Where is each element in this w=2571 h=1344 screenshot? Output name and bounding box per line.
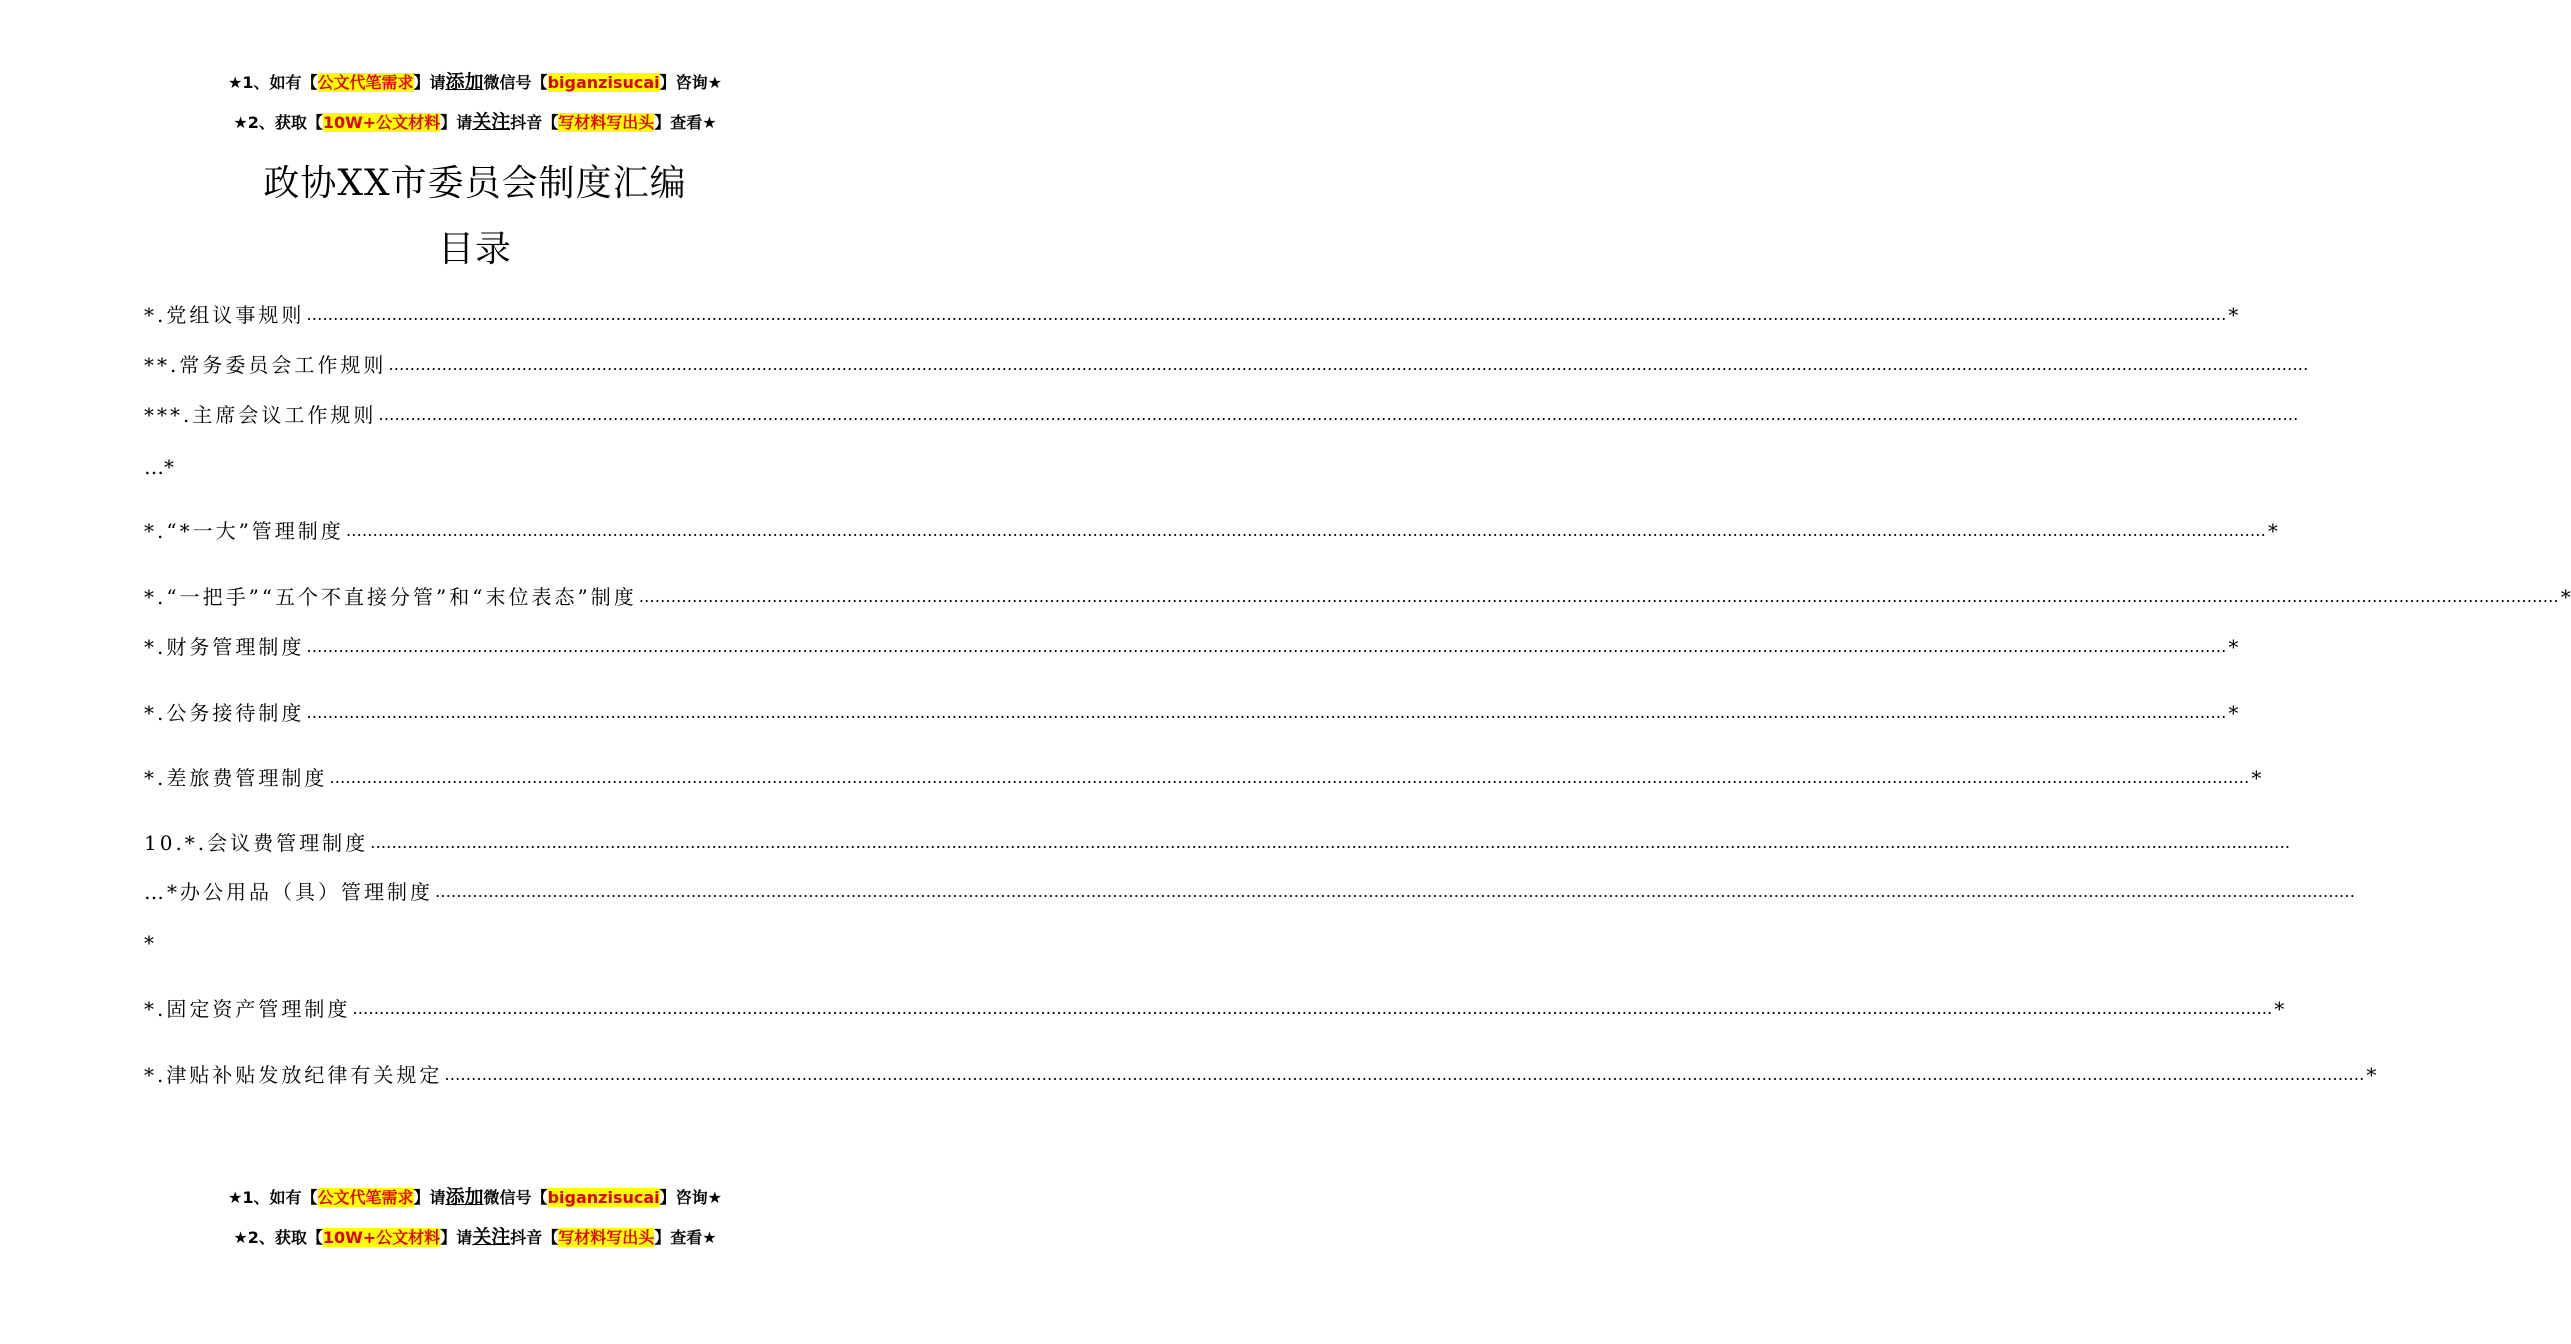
toc-entry xyxy=(144,1058,2377,1092)
toc-page-marker: * xyxy=(2274,997,2285,1021)
banner-text: 微信号【 xyxy=(483,73,548,92)
banner-text: 】咨询★ xyxy=(659,1188,722,1207)
toc-leader-dots: ……………………………………………………………………………………………………………………………………………………………………………………………………………………………………………………………………………………………………………………………… xyxy=(306,305,2227,324)
toc-entry-label: **.常务委员会工作规则 xyxy=(144,353,387,377)
toc-entry xyxy=(144,398,2299,432)
toc-entry xyxy=(144,580,2571,614)
banner-emphasis: 关注 xyxy=(472,111,511,133)
banner-text: ★1、如有【 xyxy=(228,1188,318,1207)
toc-entry-label: *.党组议事规则 xyxy=(144,303,305,327)
banner-emphasis: 添加 xyxy=(445,1186,484,1208)
toc-leader-dots: ……………………………………………………………………………………………………………………………………………………………………………………………………………………………………………………………………………………………………………………………… xyxy=(388,355,2309,374)
toc-leader-dots: ……………………………………………………………………………………………………………………………………………………………………………………………………………………………………………………………………………………………………………………………… xyxy=(345,521,2266,540)
banner-text: 抖音【 xyxy=(510,1228,559,1247)
toc-leader-dots: ……………………………………………………………………………………………………………………………………………………………………………………………………………………………………………………………………………………………………………………………… xyxy=(370,833,2291,852)
banner-text: 】查看★ xyxy=(654,1228,717,1247)
banner-text: 】咨询★ xyxy=(659,73,722,92)
toc-page-marker: * xyxy=(2228,635,2239,659)
toc-leader-dots: ……………………………………………………………………………………………………………………………………………………………………………………………………………………………………………………………………………………………………………………………… xyxy=(435,882,2355,901)
banner-highlight: 10W+公文材料 xyxy=(322,113,441,132)
banner-highlight: 公文代笔需求 xyxy=(317,1188,414,1207)
page-subtitle: 目录 xyxy=(437,229,512,270)
toc-entry-label: ***.主席会议工作规则 xyxy=(144,403,377,427)
banner-text: 】请 xyxy=(440,1228,473,1247)
banner-highlight: 10W+公文材料 xyxy=(322,1228,441,1247)
toc-entry-label: *.“*一大”管理制度 xyxy=(144,519,344,543)
banner-emphasis: 关注 xyxy=(472,1226,511,1248)
toc-entry-label: *.津贴补贴发放纪律有关规定 xyxy=(144,1063,443,1087)
banner-highlight: biganzisucai xyxy=(547,1188,660,1207)
toc-page-marker: * xyxy=(2560,585,2571,609)
banner-top-line-1 xyxy=(0,71,950,94)
toc-leader-dots: ……………………………………………………………………………………………………………………………………………………………………………………………………………………………………………………………………………………………………………………………… xyxy=(378,405,2299,424)
banner-text: 抖音【 xyxy=(510,113,559,132)
banner-bottom-line-2 xyxy=(0,1226,950,1249)
banner-text: 】请 xyxy=(413,1188,446,1207)
toc-page-marker: * xyxy=(2251,766,2262,790)
page-title: 政协XX市委员会制度汇编 xyxy=(263,163,687,204)
banner-text: 】请 xyxy=(413,73,446,92)
toc-leader-dots: ……………………………………………………………………………………………………………………………………………………………………………………………………………………………………………………………………………………………………………………………… xyxy=(306,703,2227,722)
toc-entry-label: *.差旅费管理制度 xyxy=(144,766,328,790)
banner-highlight: 公文代笔需求 xyxy=(317,73,414,92)
toc-entry xyxy=(144,348,2309,382)
banner-text: 】查看★ xyxy=(654,113,717,132)
banner-highlight: 写材料写出头 xyxy=(558,1228,655,1247)
toc-leader-dots: ……………………………………………………………………………………………………………………………………………………………………………………………………………………………………………………………………………………………………………………………… xyxy=(352,999,2273,1018)
banner-bottom-line-1 xyxy=(0,1186,950,1209)
toc-leader-dots: ……………………………………………………………………………………………………………………………………………………………………………………………………………………………………………………………………………………………………………………………… xyxy=(444,1065,2365,1084)
toc-leader-dots: ……………………………………………………………………………………………………………………………………………………………………………………………………………………………………………………………………………………………………………………………… xyxy=(306,637,2227,656)
toc-entry xyxy=(144,630,2239,664)
toc-page-marker: * xyxy=(2228,701,2239,725)
toc-entry-label: …*办公用品（具）管理制度 xyxy=(144,880,433,904)
toc-entry: * xyxy=(144,931,154,955)
banner-text: 微信号【 xyxy=(483,1188,548,1207)
toc-entry xyxy=(144,696,2239,730)
toc-entry xyxy=(144,826,2291,860)
toc-entry xyxy=(144,761,2262,795)
toc-entry-label: *.财务管理制度 xyxy=(144,635,305,659)
toc-entry xyxy=(144,992,2285,1026)
toc-page-marker: * xyxy=(2366,1063,2377,1087)
banner-text: ★1、如有【 xyxy=(228,73,318,92)
toc-entry-label: *.“一把手”“五个不直接分管”和“末位表态”制度 xyxy=(144,585,637,609)
banner-emphasis: 添加 xyxy=(445,71,484,93)
toc-entry xyxy=(144,298,2239,332)
toc-leader-dots: ……………………………………………………………………………………………………………………………………………………………………………………………………………………………………………………………………………………………………………………………… xyxy=(329,768,2250,787)
banner-highlight: 写材料写出头 xyxy=(558,113,655,132)
toc-entry-label: 10.*.会议费管理制度 xyxy=(144,831,369,855)
toc-page-marker: * xyxy=(2228,303,2239,327)
toc-entry: …* xyxy=(144,455,174,479)
banner-text: ★2、获取【 xyxy=(233,1228,323,1247)
banner-highlight: biganzisucai xyxy=(547,73,660,92)
banner-text: 】请 xyxy=(440,113,473,132)
banner-top-line-2 xyxy=(0,111,950,134)
toc-page-marker: * xyxy=(2267,519,2278,543)
toc-entry-label: *.公务接待制度 xyxy=(144,701,305,725)
toc-entry xyxy=(144,875,2355,909)
toc-entry xyxy=(144,514,2278,548)
toc-leader-dots: ……………………………………………………………………………………………………………………………………………………………………………………………………………………………………………………………………………………………………………………………… xyxy=(638,587,2559,606)
toc-entry-label: *.固定资产管理制度 xyxy=(144,997,351,1021)
banner-text: ★2、获取【 xyxy=(233,113,323,132)
